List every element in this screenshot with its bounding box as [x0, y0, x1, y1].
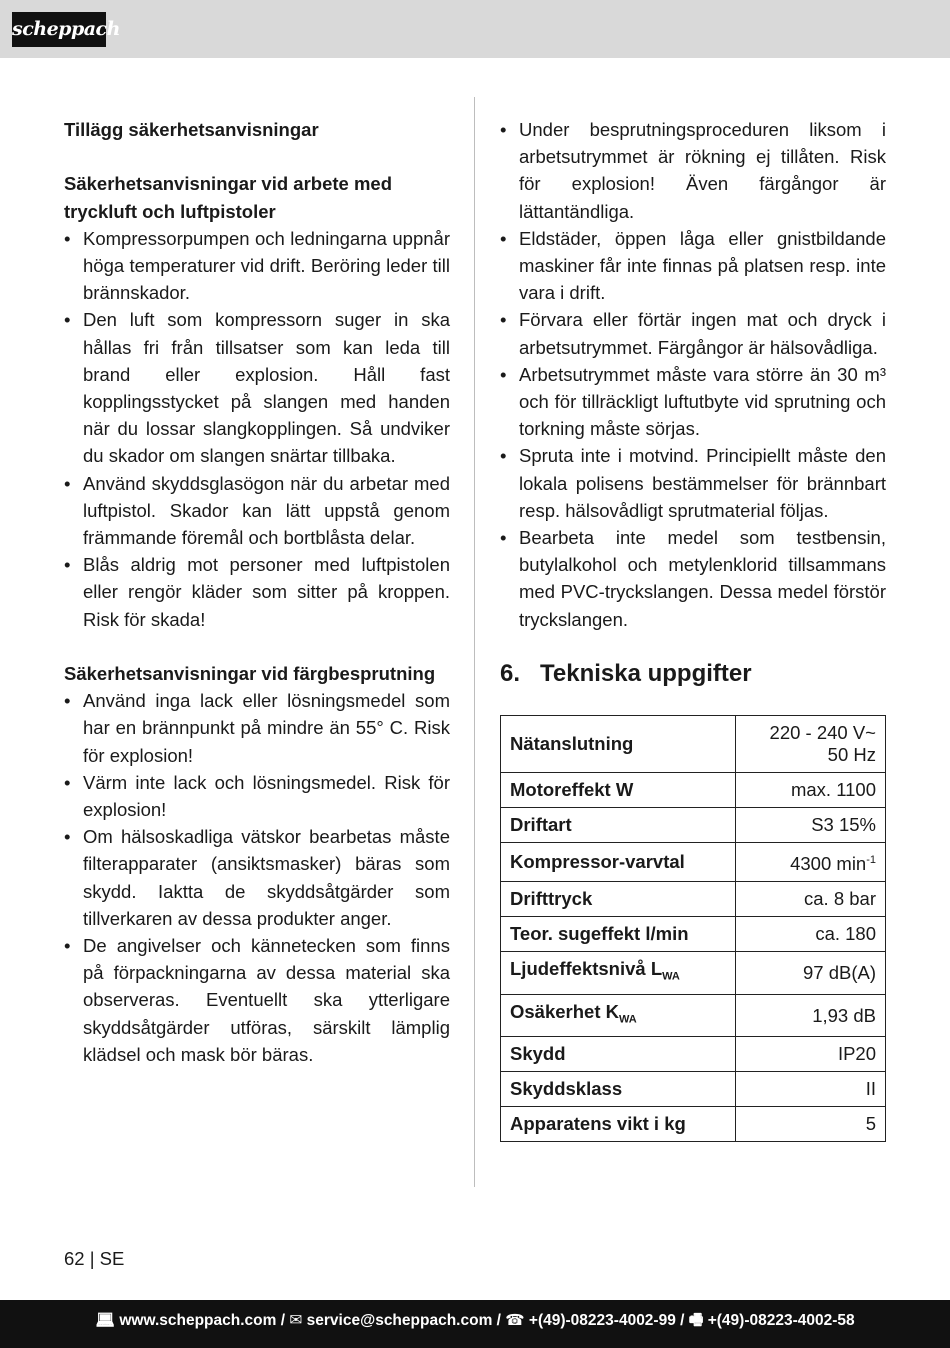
table-row — [501, 807, 886, 842]
spec-label: Driftart — [501, 807, 736, 842]
fax-icon: 🖷︎ — [688, 1312, 704, 1329]
list-item: • De angivelser och kännetecken som finns på förpackningarna av dessa material ska observeras. Eventuellt ska ytterligare skyddsåtgärder utföras, särskilt lämplig klädsel och mask bör bäras. — [64, 932, 450, 1068]
table-row — [501, 952, 886, 995]
technical-data-table — [500, 715, 886, 1143]
spec-value: IP20 — [736, 1037, 886, 1072]
email-icon: ✉︎ — [289, 1312, 303, 1329]
list-item: • Blås aldrig mot personer med luftpistolen eller rengör kläder som sitter på kroppen. Risk för skada! — [64, 551, 450, 633]
list-item: • Om hälsoskadliga vätskor bearbetas måste filterapparater (ansiktsmasker) bäras som skydd. Iaktta de skyddsåtgärder som tillverkaren av dessa produkter anger. — [64, 823, 450, 932]
list-item: • Eldstäder, öppen låga eller gnistbildande maskiner får inte finnas på platsen resp. inte vara i drift. — [500, 225, 886, 307]
list-item: • Den luft som kompressorn suger in ska hållas fri från tillsatser som kan leda till brand eller explosion. Håll fast kopplingsstycket på slangen med handen när du lossar slangkopplingen. Så undviker du skador om slangen snärtar tillbaka. — [64, 306, 450, 469]
phone-number: +(49)-08223-4002-99 / — [528, 1312, 685, 1329]
list-item: • Spruta inte i motvind. Principiellt måste den lokala polisens bestämmelser för brännbart resp. hälsovådligt sprutmaterial följas. — [500, 442, 886, 524]
section-title-supplementary-safety: Tillägg säkerhetsanvisningar — [64, 119, 319, 140]
fax-number: +(49)-08223-4002-58 — [707, 1312, 855, 1329]
table-row — [501, 1072, 886, 1107]
spec-label: Ljudeffektsnivå $L_{WA}$ — [501, 952, 736, 995]
subsection-title-paint-spraying: Säkerhetsanvisningar vid färgbesprutning — [64, 663, 436, 685]
spec-label: Skyddsklass — [501, 1072, 736, 1107]
spec-value: max. 1100 — [736, 772, 886, 807]
spec-value: II — [736, 1072, 886, 1107]
email-link[interactable]: service@scheppach.com / — [306, 1312, 501, 1329]
list-item: • Använd skyddsglasögon när du arbetar med luftpistol. Skador kan lätt uppstå genom främmande föremål och bortblåsta delar. — [64, 470, 450, 552]
table-row — [501, 715, 886, 772]
spec-value: 97 dB(A) — [736, 952, 886, 995]
footer-bar — [0, 1300, 950, 1348]
spec-label: Nätanslutning — [501, 715, 736, 772]
list-item: • Använd inga lack eller lösningsmedel som har en brännpunkt på mindre än 55° C. Risk för explosion! — [64, 687, 450, 769]
table-row — [501, 772, 886, 807]
spec-label: Skydd — [501, 1037, 736, 1072]
column-divider — [474, 97, 475, 1187]
right-column — [500, 116, 886, 1142]
spraying-safety-list-continued — [500, 116, 886, 633]
spec-label: Drifttryck — [501, 882, 736, 917]
table-row — [501, 882, 886, 917]
table-row — [501, 917, 886, 952]
list-item: • Arbetsutrymmet måste vara större än 30 m³ och för tillräckligt luftutbyte vid sprutning och torkning måste sörjas. — [500, 361, 886, 443]
header-bar — [0, 0, 950, 58]
page-number: 62 | SE — [64, 1248, 125, 1269]
computer-icon: 💻︎ — [95, 1312, 116, 1329]
spec-label: Osäkerhet $K_{WA}$ — [501, 994, 736, 1037]
phone-icon: ☎︎ — [505, 1312, 525, 1329]
list-item: • Förvara eller förtär ingen mat och dryck i arbetsutrymmet. Färgångor är hälsovådliga. — [500, 306, 886, 360]
table-row — [501, 994, 886, 1037]
list-item: • Bearbeta inte medel som testbensin, butylalkohol och metylenklorid tillsammans med PVC-tryckslangen. Dessa medel förstör tryckslangen. — [500, 524, 886, 633]
subsection-title-compressed-air: Säkerhetsanvisningar vid arbete med tryckluft och luftpistoler — [64, 173, 392, 222]
section-number: 6. — [500, 659, 521, 687]
compressed-air-safety-list — [64, 225, 450, 633]
left-column — [64, 116, 450, 1068]
spec-value: 4300 $\min^{-1}$ — [736, 842, 886, 881]
spec-value: ca. 180 — [736, 917, 886, 952]
paint-spraying-safety-list — [64, 687, 450, 1068]
spec-value: 1,93 dB — [736, 994, 886, 1037]
section-title: Tekniska uppgifter — [540, 659, 752, 687]
list-item: • Under besprutningsproceduren liksom i arbetsutrymmet är rökning ej tillåten. Risk för explosion! Även färgångor är lättantändliga. — [500, 116, 886, 225]
spec-label: Apparatens vikt i kg — [501, 1107, 736, 1142]
table-row — [501, 1107, 886, 1142]
spec-label: Teor. sugeffekt l/min — [501, 917, 736, 952]
section-heading-technical-data — [500, 659, 886, 689]
website-link[interactable]: www.scheppach.com / — [119, 1312, 286, 1329]
spec-label: Kompressor-varvtal — [501, 842, 736, 881]
spec-value: S3 15% — [736, 807, 886, 842]
list-item: • Värm inte lack och lösningsmedel. Risk för explosion! — [64, 769, 450, 823]
list-item: • Kompressorpumpen och ledningarna uppnår höga temperaturer vid drift. Beröring leder till brännskador. — [64, 225, 450, 307]
spec-value: 220 - 240 V~ 50 Hz — [736, 715, 886, 772]
table-row — [501, 1037, 886, 1072]
spec-value: 5 — [736, 1107, 886, 1142]
spec-value: ca. 8 bar — [736, 882, 886, 917]
spec-label: Motoreffekt W — [501, 772, 736, 807]
scheppach-logo: scheppach — [12, 12, 106, 47]
table-row — [501, 842, 886, 881]
